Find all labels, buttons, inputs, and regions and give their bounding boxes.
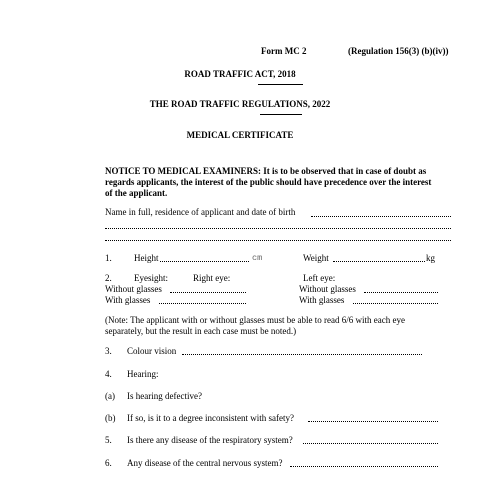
q5-answer-field[interactable] [303,443,438,444]
q5-text: Is there any disease of the respiratory system? [127,435,293,445]
form-number: Form MC 2 [261,46,307,56]
right-without-glasses-label: Without glasses [105,284,162,294]
q6-text: Any disease of the central nervous system? [127,458,283,468]
q1-number: 1. [105,253,112,263]
q6-number: 6. [105,458,112,468]
name-field-label: Name in full, residence of applicant and date of birth [105,207,296,217]
right-with-glasses-field[interactable] [159,303,246,304]
q4-number: 4. [105,369,112,379]
q6-answer-field[interactable] [290,466,438,467]
notice-line-2: regards applicants, the interest of the public should have precedence over the interest [105,177,432,187]
q3-text: Colour vision [127,346,177,356]
name-field-line-2[interactable] [105,228,451,229]
weight-field[interactable] [333,261,425,262]
regulation-reference: (Regulation 156(3) (b)(iv)) [348,46,449,56]
right-with-glasses-label: With glasses [105,295,151,305]
weight-label: Weight [303,253,329,263]
notice-line-1: NOTICE TO MEDICAL EXAMINERS: It is to be observed that in case of doubt as [105,166,427,176]
right-eye-label: Right eye: [193,273,231,283]
name-field-line-1[interactable] [311,216,451,217]
act-title: ROAD TRAFFIC ACT, 2018 [184,69,296,79]
certificate-title: MEDICAL CERTIFICATE [186,130,294,140]
height-unit: cm [252,253,263,263]
regulations-title: THE ROAD TRAFFIC REGULATIONS, 2022 [149,99,331,109]
note-line-1: (Note: The applicant with or without glasses must be able to read 6/6 with each eye [105,315,406,325]
q5-number: 5. [105,435,112,445]
left-without-glasses-field[interactable] [364,292,438,293]
name-field-line-3[interactable] [105,240,451,241]
regulations-underline [260,114,302,115]
notice-line-3: of the applicant. [105,188,168,198]
act-underline [258,84,303,85]
left-with-glasses-field[interactable] [353,303,438,304]
q4b-answer-field[interactable] [308,421,438,422]
q4a-number: (a) [105,391,115,401]
q2-number: 2. [105,273,112,283]
q4-text: Hearing: [127,369,159,379]
right-without-glasses-field[interactable] [170,292,246,293]
left-without-glasses-label: Without glasses [299,284,356,294]
q3-number: 3. [105,346,112,356]
height-label: Height [134,253,159,263]
left-with-glasses-label: With glasses [299,295,345,305]
eyesight-label: Eyesight: [134,273,168,283]
q4a-text: Is hearing defective? [127,391,202,401]
left-eye-label: Left eye: [303,273,336,283]
note-line-2: separately, but the result in each case must be noted.) [105,326,297,336]
q3-answer-field[interactable] [182,354,422,355]
weight-unit: kg [426,253,435,263]
height-field[interactable] [160,261,249,262]
q4b-number: (b) [105,413,116,423]
q4b-text: If so, is it to a degree inconsistent with safety? [127,413,294,423]
